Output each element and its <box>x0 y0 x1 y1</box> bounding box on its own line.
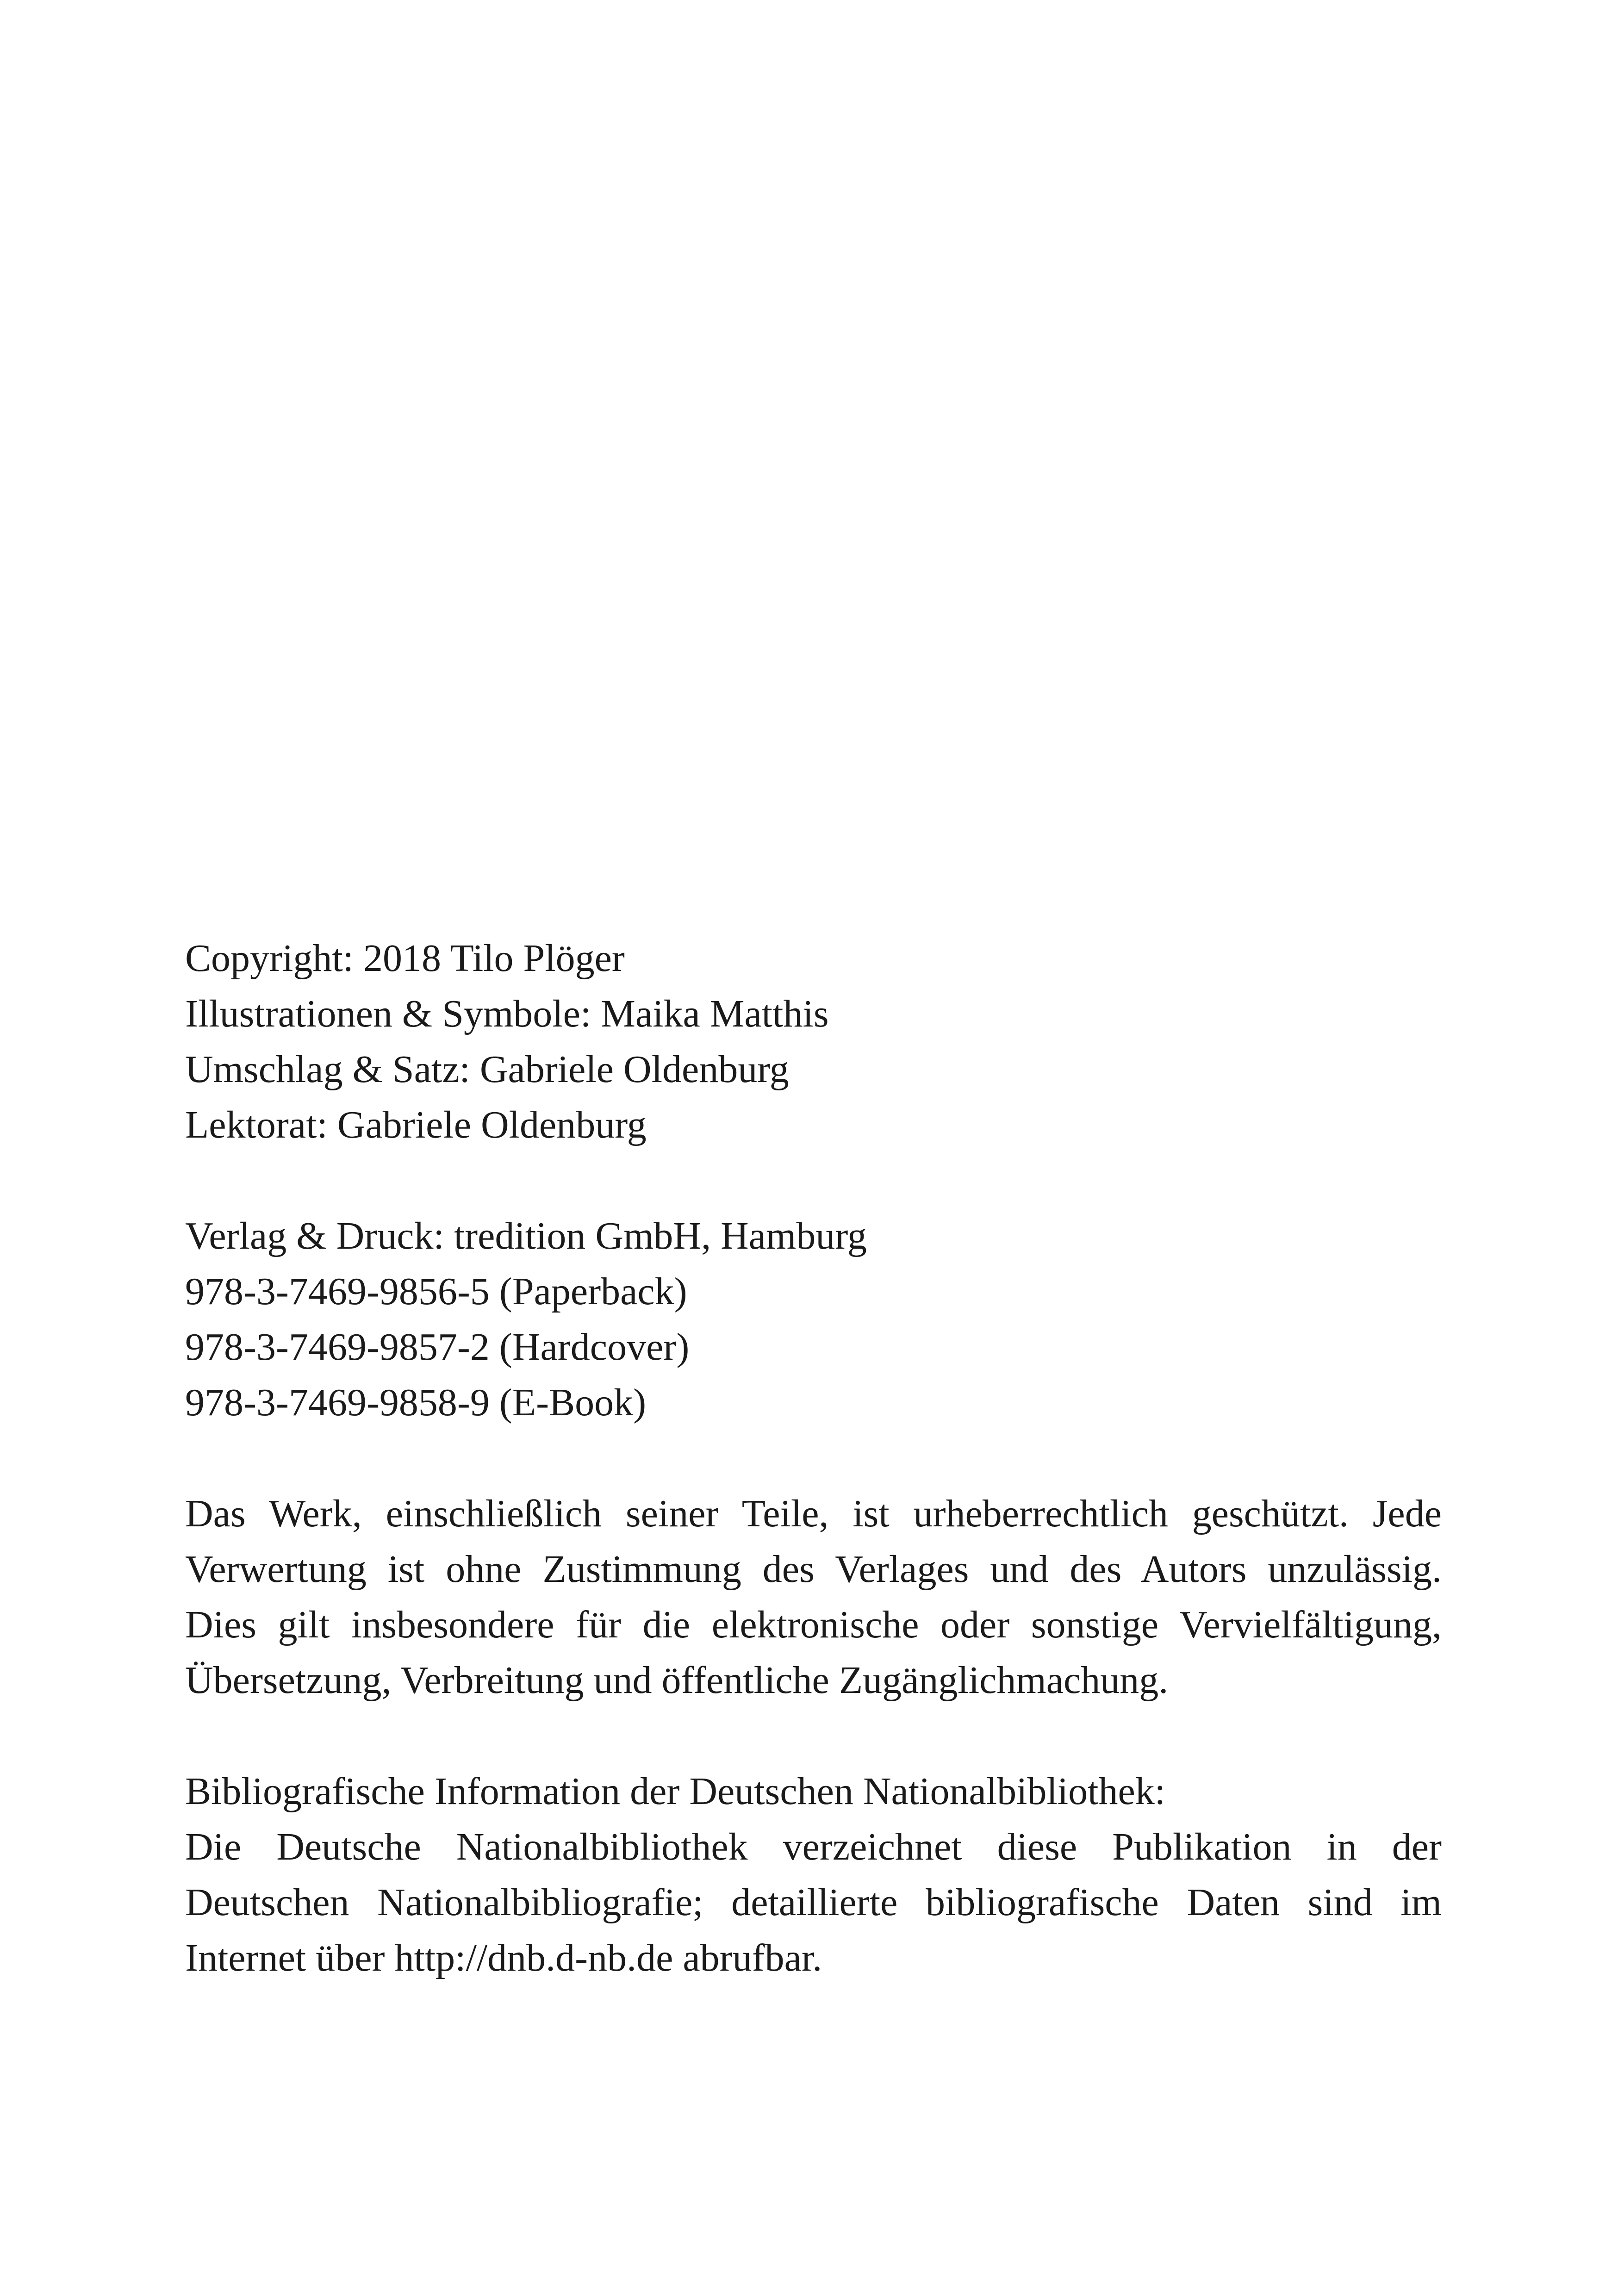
publisher-block <box>185 1208 1442 1431</box>
bibliographic-line: Die Deutsche Nationalbibliothek verzeichnet diese Publikation in der <box>185 1825 1442 1868</box>
editing-line: Lektorat: Gabriele Oldenburg <box>185 1103 647 1146</box>
rights-notice-line: Das Werk, einschließlich seiner Teile, ist urheberrechtlich geschützt. Jede <box>185 1492 1442 1535</box>
publisher-line: Verlag & Druck: tredition GmbH, Hamburg <box>185 1214 867 1257</box>
cover-typesetting-line: Umschlag & Satz: Gabriele Oldenburg <box>185 1048 789 1091</box>
illustrations-line: Illustrationen & Symbole: Maika Matthis <box>185 992 829 1035</box>
bibliographic-info <box>185 1764 1442 1986</box>
bibliographic-line: Deutschen Nationalbibliografie; detaillierte bibliografische Daten sind im <box>185 1881 1442 1924</box>
isbn-ebook-line: 978-3-7469-9858-9 (E-Book) <box>185 1381 647 1424</box>
isbn-paperback-line: 978-3-7469-9856-5 (Paperback) <box>185 1270 687 1313</box>
rights-notice-line: Verwertung ist ohne Zustimmung des Verlages und des Autors unzulässig. <box>185 1548 1442 1591</box>
copyright-line: Copyright: 2018 Tilo Plöger <box>185 937 625 980</box>
rights-notice-line: Dies gilt insbesondere für die elektronische oder sonstige Vervielfältigung, <box>185 1603 1442 1646</box>
rights-notice-line: Übersetzung, Verbreitung und öffentliche Zugänglichmachung. <box>185 1659 1169 1702</box>
rights-notice <box>185 1486 1442 1708</box>
isbn-hardcover-line: 978-3-7469-9857-2 (Hardcover) <box>185 1325 690 1369</box>
credits-block <box>185 931 1442 1153</box>
bibliographic-heading: Bibliografische Information der Deutschen Nationalbibliothek: <box>185 1770 1166 1813</box>
bibliographic-line: Internet über http://dnb.d-nb.de abrufbar. <box>185 1936 822 1979</box>
